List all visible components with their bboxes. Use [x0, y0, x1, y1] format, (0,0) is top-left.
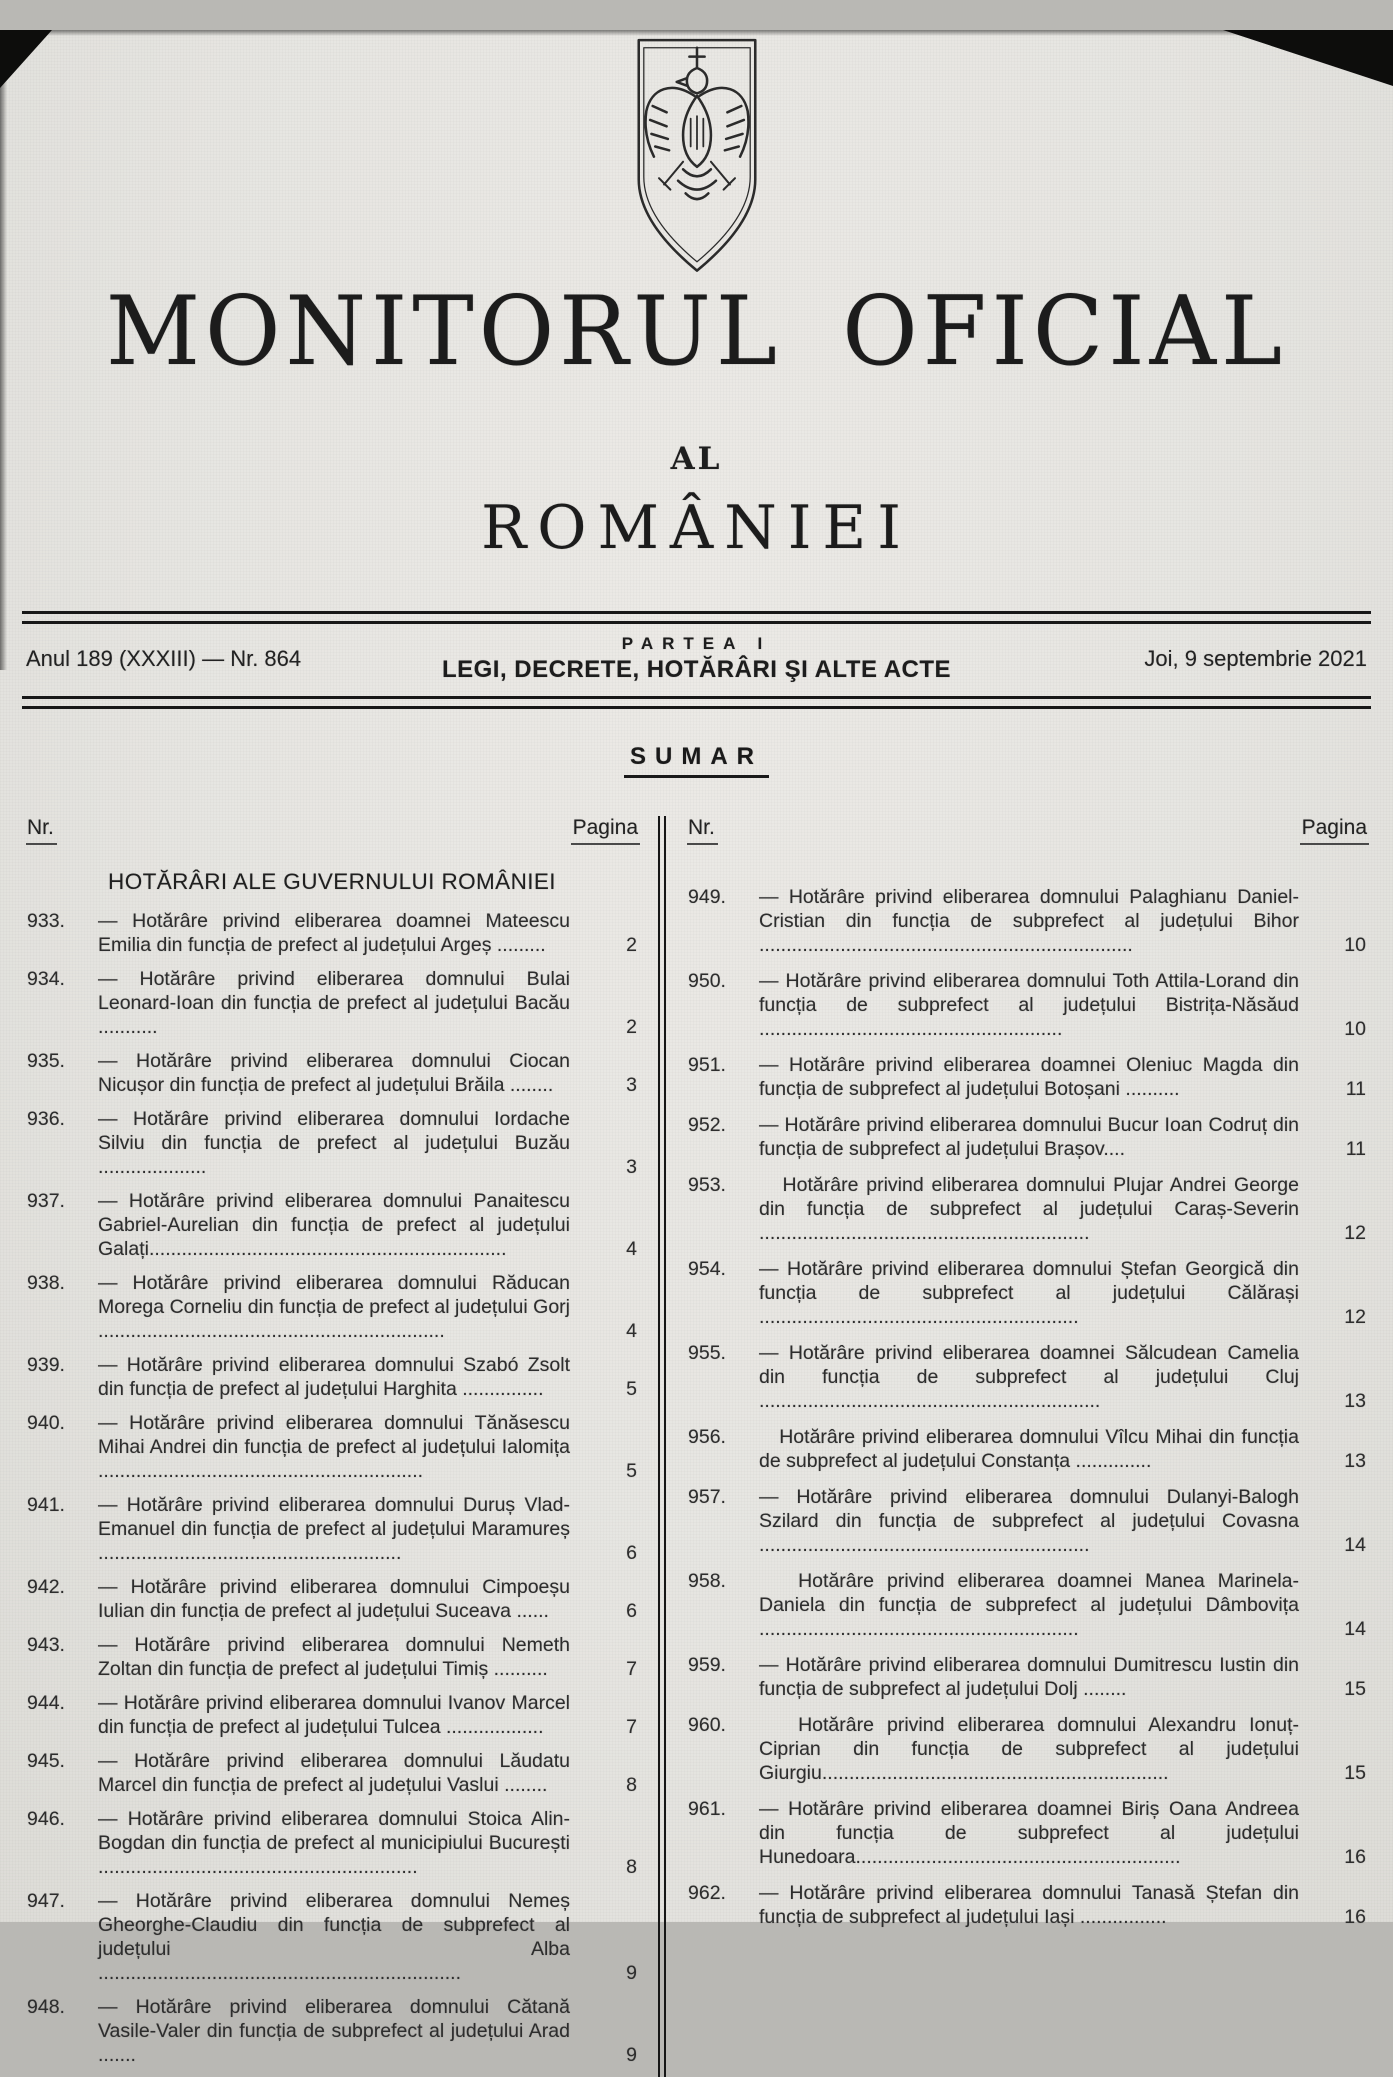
toc-entry: [683, 1425, 1371, 1473]
entry-page: 11: [1345, 1077, 1366, 1100]
toc-entry: [22, 1107, 642, 1179]
entry-number: 944.: [27, 1691, 65, 1714]
entry-page: 4: [626, 1237, 637, 1260]
entry-number: 933.: [27, 909, 65, 932]
entry-page: 16: [1344, 1845, 1366, 1868]
entry-page: 2: [626, 933, 637, 956]
masthead: [22, 30, 1371, 563]
toc-entry: [683, 1485, 1371, 1557]
document-page: [0, 30, 1393, 2066]
entry-number: 945.: [27, 1749, 65, 1772]
entry-text: — Hotărâre privind eliberarea domnului Tănăsescu Mihai Andrei din funcția de prefect al județului Ialomița ............................................................: [98, 1411, 570, 1482]
toc-entry: [683, 1113, 1371, 1161]
toc-entry: [22, 1493, 642, 1565]
entry-number: 935.: [27, 1049, 65, 1072]
entry-text: Hotărâre privind eliberarea doamnei Manea Marinela-Daniela din funcția de subprefect al județului Dâmbovița ...........................................................: [759, 1569, 1299, 1640]
toc-entry: [22, 1049, 642, 1097]
entry-text: — Hotărâre privind eliberarea domnului Bulai Leonard-Ioan din funcția de prefect al județului Bacău ...........: [98, 967, 570, 1038]
toc-entry: [22, 1749, 642, 1797]
gazette-title-connector: AL: [670, 440, 723, 477]
toc-entry: [22, 1889, 642, 1985]
romania-coat-of-arms-icon: [621, 30, 773, 283]
entry-page: 5: [626, 1459, 637, 1482]
entry-text: — Hotărâre privind eliberarea domnului Dulanyi-Balogh Szilard din funcția de subprefect al județului Covasna .............................................................: [759, 1485, 1299, 1556]
part-block: [396, 634, 997, 684]
entry-text: — Hotărâre privind eliberarea domnului Cătană Vasile-Valer din funcția de subprefect al județului Arad .......: [98, 1995, 570, 2066]
entry-text: — Hotărâre privind eliberarea domnului Ivanov Marcel din funcția de prefect al județului Tulcea ..................: [98, 1691, 570, 1738]
vertical-double-rule: [658, 816, 666, 2077]
summary-columns: [22, 816, 1371, 2077]
entry-page: 5: [626, 1377, 637, 1400]
toc-entry: [22, 1995, 642, 2067]
summary-title: SUMAR: [624, 743, 769, 778]
entry-page: 7: [626, 1715, 637, 1738]
entry-text: — Hotărâre privind eliberarea domnului Panaitescu Gabriel-Aurelian din funcția de prefect al județului Galați..................................................................: [98, 1189, 570, 1260]
entry-text: — Hotărâre privind eliberarea domnului Răducan Morega Corneliu din funcția de prefect al județului Gorj ................................................................: [98, 1271, 570, 1342]
entry-number: 956.: [688, 1425, 726, 1448]
entry-page: 8: [626, 1773, 637, 1796]
entry-page: 3: [626, 1073, 637, 1096]
entry-page: 3: [626, 1155, 637, 1178]
toc-entry: [683, 1713, 1371, 1785]
entry-number: 951.: [688, 1053, 726, 1076]
horizontal-double-rule: [22, 611, 1371, 624]
entry-number: 952.: [688, 1113, 726, 1136]
entry-number: 955.: [688, 1341, 726, 1364]
gazette-title: MONITORUL OFICIAL: [105, 276, 1288, 388]
section-title: HOTĂRÂRI ALE GUVERNULUI ROMÂNIEI: [108, 868, 556, 894]
entry-text: — Hotărâre privind eliberarea domnului Cimpoeșu Iulian din funcția de prefect al județului Suceava ......: [98, 1575, 570, 1622]
entry-page: 9: [626, 2043, 637, 2066]
entry-text: — Hotărâre privind eliberarea domnului Ciocan Nicușor din funcția de prefect al județului Brăila ........: [98, 1049, 570, 1096]
entry-text: — Hotărâre privind eliberarea doamnei Biriș Oana Andreea din funcția de subprefect al județului Hunedoara............................................................: [759, 1797, 1299, 1868]
entry-number: 943.: [27, 1633, 65, 1656]
part-subtitle: LEGI, DECRETE, HOTĂRÂRI ŞI ALTE ACTE: [441, 655, 952, 683]
entry-number: 934.: [27, 967, 65, 990]
entry-text: — Hotărâre privind eliberarea domnului Dumitrescu Iustin din funcția de subprefect al județului Dolj ........: [759, 1653, 1299, 1700]
entry-text: — Hotărâre privind eliberarea domnului Nemeth Zoltan din funcția de prefect al județului Timiș ..........: [98, 1633, 570, 1680]
issue-info-bar: [22, 624, 1371, 696]
entry-number: 936.: [27, 1107, 65, 1130]
entry-page: 9: [626, 1961, 637, 1984]
entry-page: 10: [1344, 1017, 1366, 1040]
entry-text: — Hotărâre privind eliberarea doamnei Mateescu Emilia din funcția de prefect al județului Argeș .........: [98, 909, 570, 956]
entry-text: Hotărâre privind eliberarea domnului Plujar Andrei George din funcția de subprefect al județului Caraș-Severin .............................................................: [759, 1173, 1299, 1244]
entry-page: 13: [1344, 1389, 1366, 1412]
entry-text: — Hotărâre privind eliberarea domnului Stoica Alin-Bogdan din funcția de prefect al municipiului București ...........................................................: [98, 1807, 570, 1878]
entry-page: 12: [1344, 1305, 1366, 1328]
toc-entry: [22, 1575, 642, 1623]
toc-entry: [683, 1569, 1371, 1641]
toc-entry: [22, 1271, 642, 1343]
gazette-title-country: ROMÂNIEI: [481, 492, 912, 563]
entry-page: 10: [1344, 933, 1366, 956]
entry-page: 11: [1345, 1137, 1366, 1160]
part-label: PARTEA I: [621, 633, 772, 653]
toc-entry: [22, 1353, 642, 1401]
entry-number: 962.: [688, 1881, 726, 1904]
summary-column-left: [22, 816, 642, 2077]
entry-number: 957.: [688, 1485, 726, 1508]
toc-entry: [22, 1807, 642, 1879]
toc-entry: [683, 1881, 1371, 1929]
toc-entry: [22, 1691, 642, 1739]
entry-text: Hotărâre privind eliberarea domnului Vîlcu Mihai din funcția de subprefect al județului Constanța ..............: [759, 1425, 1299, 1472]
toc-entry: [683, 1053, 1371, 1101]
toc-entry: [683, 885, 1371, 957]
entry-text: — Hotărâre privind eliberarea domnului Szabó Zsolt din funcția de prefect al județului Harghita ...............: [98, 1353, 570, 1400]
entry-page: 15: [1344, 1761, 1366, 1784]
toc-entry: [683, 969, 1371, 1041]
toc-entry: [22, 909, 642, 957]
entry-text: — Hotărâre privind eliberarea domnului Ștefan Georgică din funcția de subprefect al județului Călărași ...........................................................: [759, 1257, 1299, 1328]
entry-number: 937.: [27, 1189, 65, 1212]
scan-artifact-edge: [0, 30, 7, 670]
entry-text: — Hotărâre privind eliberarea domnului Iordache Silviu din funcția de prefect al județului Buzău ....................: [98, 1107, 570, 1178]
entry-text: Hotărâre privind eliberarea domnului Alexandru Ionuț-Ciprian din funcția de subprefect al județului Giurgiu................................................................: [759, 1713, 1299, 1784]
entry-text: — Hotărâre privind eliberarea domnului Lăudatu Marcel din funcția de prefect al județului Vaslui ........: [98, 1749, 570, 1796]
entry-text: — Hotărâre privind eliberarea domnului Nemeș Gheorghe-Claudiu din funcția de subprefect al județului Alba ...................................................................: [98, 1889, 570, 1984]
entry-number: 939.: [27, 1353, 65, 1376]
page-header: Pagina: [1300, 816, 1369, 845]
scan-artifact-edge: [0, 30, 1393, 36]
entry-page: 14: [1344, 1617, 1366, 1640]
entry-number: 953.: [688, 1173, 726, 1196]
toc-entries-right: [683, 885, 1371, 1929]
entry-number: 949.: [688, 885, 726, 908]
entry-page: 4: [626, 1319, 637, 1342]
entry-text: — Hotărâre privind eliberarea domnului Toth Attila-Lorand din funcția de subprefect al județului Bistrița-Năsăud ........................................................: [759, 969, 1299, 1040]
entry-number: 958.: [688, 1569, 726, 1592]
entry-page: 15: [1344, 1677, 1366, 1700]
entry-page: 7: [626, 1657, 637, 1680]
entry-number: 942.: [27, 1575, 65, 1598]
entry-page: 12: [1344, 1221, 1366, 1244]
toc-entry: [22, 1189, 642, 1261]
entry-page: 8: [626, 1855, 637, 1878]
entry-number: 954.: [688, 1257, 726, 1280]
entry-text: — Hotărâre privind eliberarea domnului Tanasă Ștefan din funcția de subprefect al județului Iași ................: [759, 1881, 1299, 1928]
entry-number: 946.: [27, 1807, 65, 1830]
entry-number: 948.: [27, 1995, 65, 2018]
entry-number: 959.: [688, 1653, 726, 1676]
toc-entry: [22, 1633, 642, 1681]
entry-text: — Hotărâre privind eliberarea domnului Duruș Vlad-Emanuel din funcția de prefect al județului Maramureș ........................................................: [98, 1493, 570, 1564]
entry-page: 2: [626, 1015, 637, 1038]
entry-page: 14: [1344, 1533, 1366, 1556]
entry-number: 947.: [27, 1889, 65, 1912]
issue-date: Joi, 9 septembrie 2021: [1144, 645, 1367, 671]
entry-page: 13: [1344, 1449, 1366, 1472]
toc-entry: [683, 1257, 1371, 1329]
summary-column-right: [683, 816, 1371, 2077]
entry-number: 940.: [27, 1411, 65, 1434]
column-header: [22, 816, 642, 845]
nr-header: Nr.: [687, 816, 718, 845]
nr-header: Nr.: [26, 816, 57, 845]
entry-number: 938.: [27, 1271, 65, 1294]
entry-page: 16: [1344, 1905, 1366, 1928]
entry-text: — Hotărâre privind eliberarea domnului Bucur Ioan Codruț din funcția de subprefect al județului Brașov....: [759, 1113, 1299, 1160]
horizontal-double-rule: [22, 696, 1371, 709]
toc-entry: [683, 1797, 1371, 1869]
toc-entry: [683, 1173, 1371, 1245]
toc-entry: [22, 967, 642, 1039]
toc-entries-left: [22, 909, 642, 2067]
toc-entry: [22, 1411, 642, 1483]
column-header: [683, 816, 1371, 845]
entry-number: 950.: [688, 969, 726, 992]
entry-text: — Hotărâre privind eliberarea doamnei Sălcudean Camelia din funcția de subprefect al județului Cluj ...............................................................: [759, 1341, 1299, 1412]
toc-entry: [683, 1653, 1371, 1701]
issue-number: Anul 189 (XXXIII) — Nr. 864: [26, 645, 302, 671]
entry-text: — Hotărâre privind eliberarea domnului Palaghianu Daniel-Cristian din funcția de subprefect al județului Bihor .....................................................................: [759, 885, 1299, 956]
entry-number: 960.: [688, 1713, 726, 1736]
entry-page: 6: [626, 1541, 637, 1564]
entry-page: 6: [626, 1599, 637, 1622]
entry-number: 941.: [27, 1493, 65, 1516]
toc-entry: [683, 1341, 1371, 1413]
page-header: Pagina: [571, 816, 640, 845]
entry-number: 961.: [688, 1797, 726, 1820]
entry-text: — Hotărâre privind eliberarea doamnei Oleniuc Magda din funcția de subprefect al județului Botoșani ..........: [759, 1053, 1299, 1100]
